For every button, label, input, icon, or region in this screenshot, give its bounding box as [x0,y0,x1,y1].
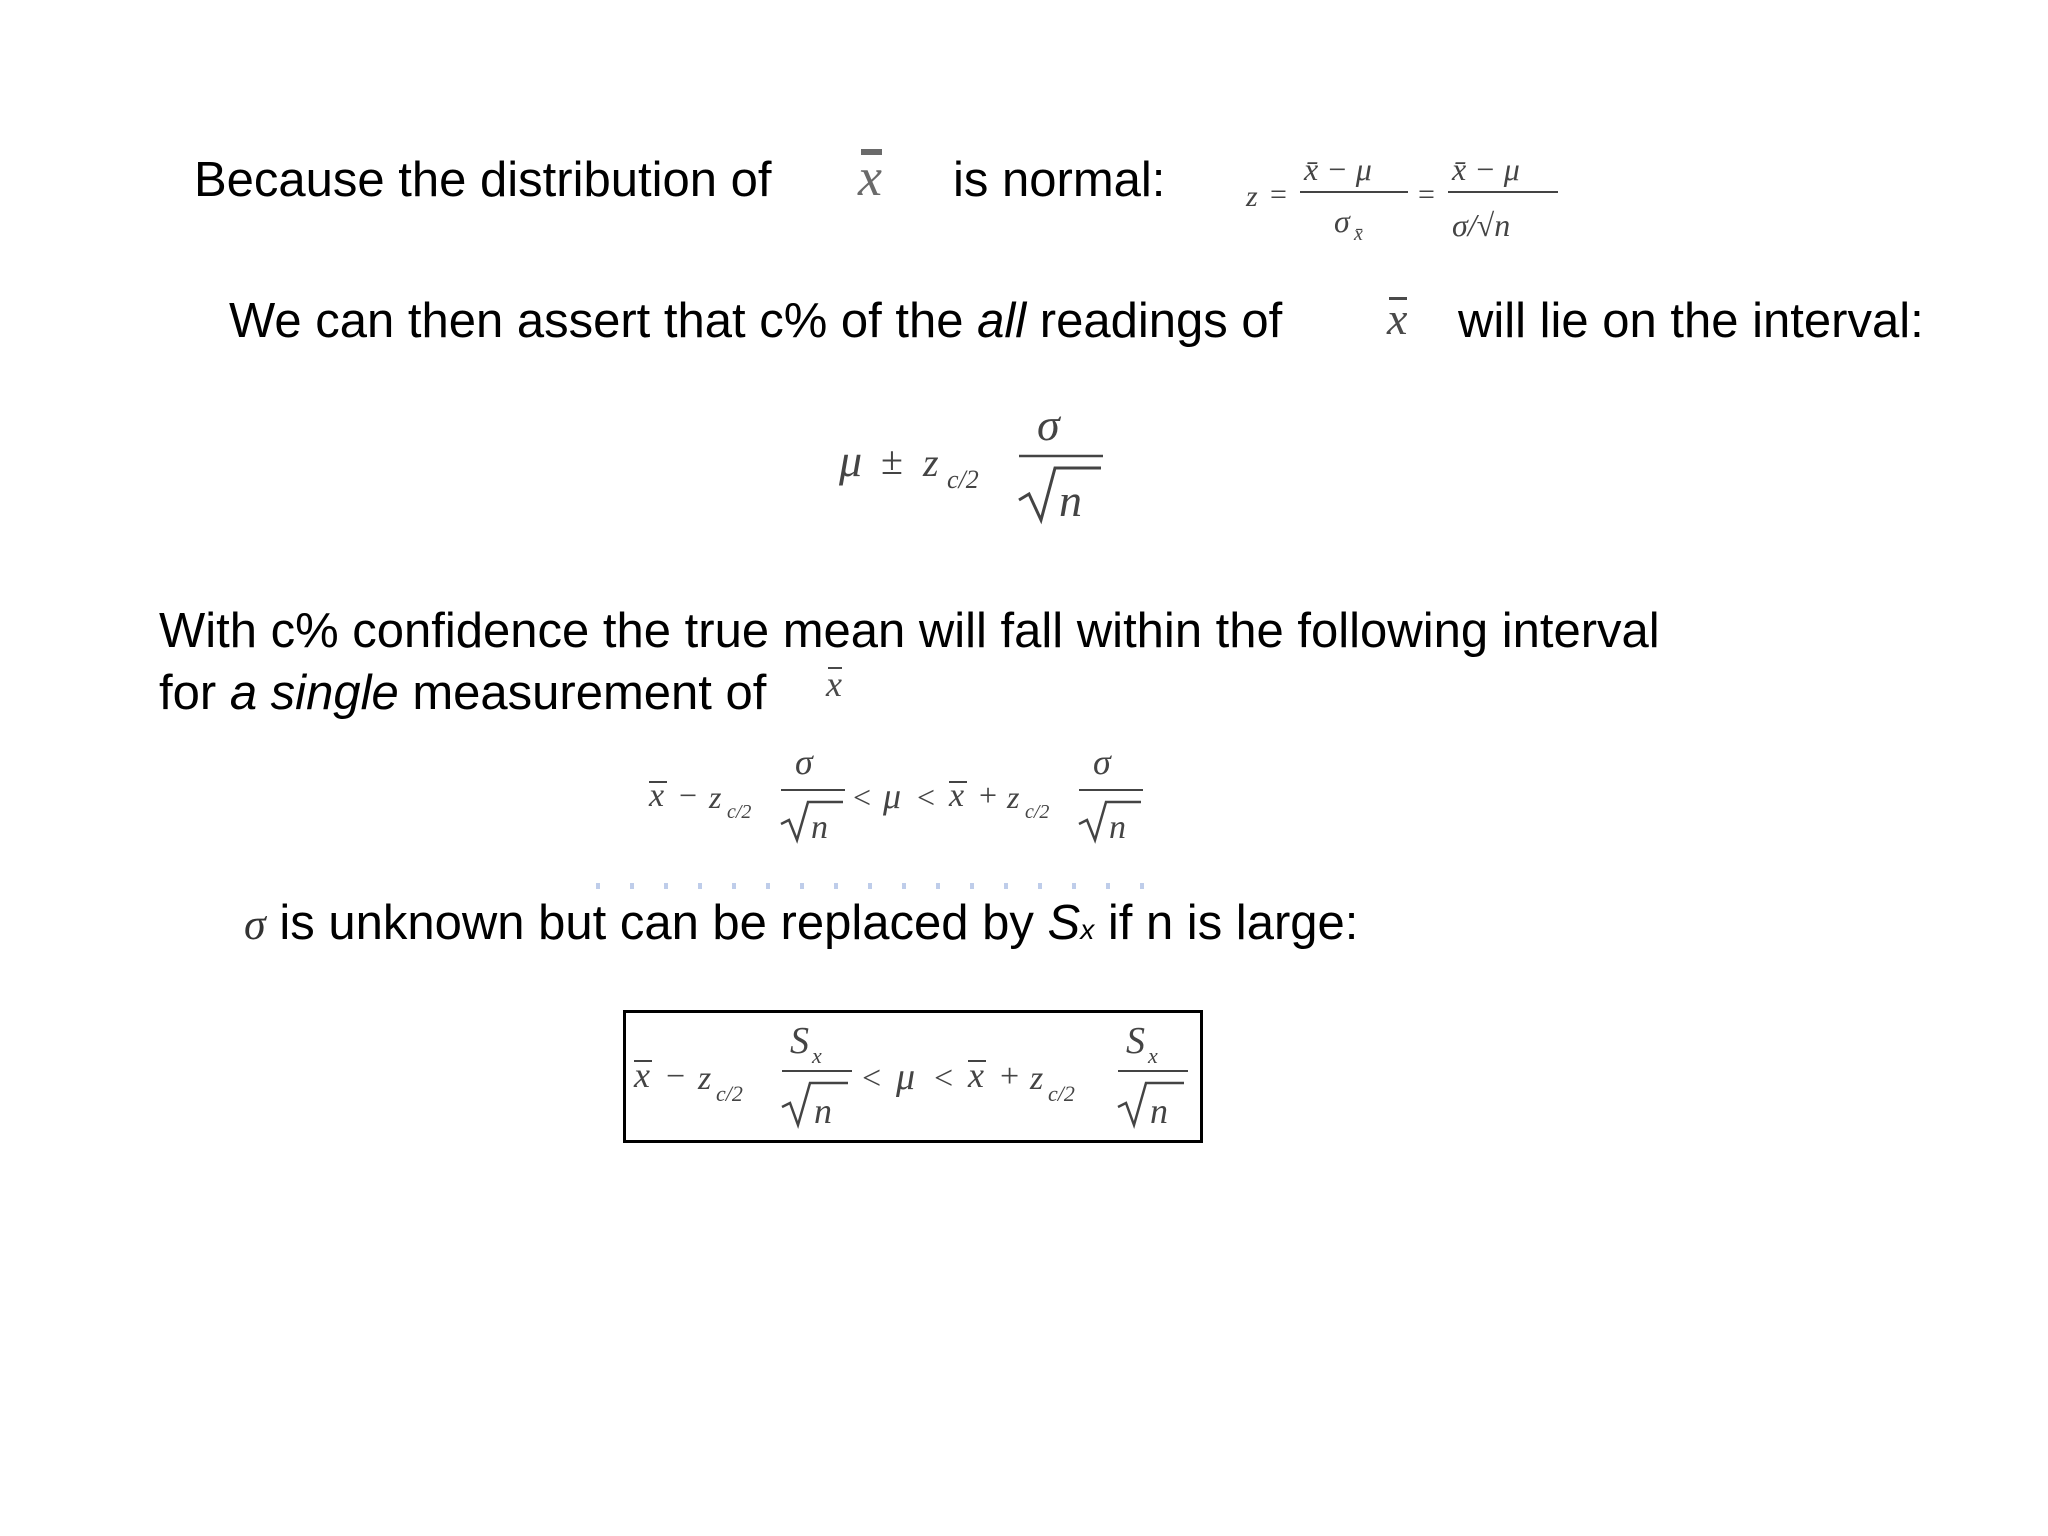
numerator-2: x̄ − μ [1452,151,1520,187]
confidence-statement-line1 [159,604,1660,658]
z-symbol: z [1246,180,1258,213]
z-right: z [1007,779,1020,815]
sample-std-subscript: x [1080,914,1095,945]
confidence-text-emphasis: a single [229,666,399,720]
mu-symbol: μ [839,435,863,486]
confidence-interval-svg [645,746,1145,856]
S-right: S [1126,1020,1145,1062]
assert-text-after-span: will lie on the interval: [1458,294,1924,348]
S-right-subscript: x [1148,1043,1158,1068]
xbar-symbol-heavy [858,147,882,207]
less-than-1: < [853,779,872,815]
statement-assert-interval [229,294,1283,348]
xbar-glyph-line2: x [1387,293,1408,344]
sigma-right: σ [1093,746,1111,782]
mu-symbol: μ [883,776,902,816]
plus-sign: + [1000,1058,1020,1095]
boxed-formula-svg [626,1013,1200,1140]
z-left: z [709,779,722,815]
n-right: n [1150,1091,1168,1131]
equals-sign: = [1270,178,1287,211]
xbar-symbol-line2 [1387,295,1407,342]
xbar-right: x [949,777,965,814]
xbar-glyph-p3: x [826,664,842,704]
plus-sign: + [979,777,998,813]
n-right: n [1109,809,1126,846]
n-left: n [814,1091,832,1131]
assert-text-middle: readings of [1039,294,1283,348]
plus-minus-sign: ± [881,438,903,483]
sigma-icon: σ [244,900,266,949]
n-left: n [811,809,828,846]
z-left-subscript: c/2 [716,1081,743,1106]
z-right-subscript: c/2 [1048,1081,1075,1106]
xbar-glyph: x [858,147,882,207]
numerator-sigma: σ [1037,399,1060,450]
S-left-subscript: x [812,1043,822,1068]
z-right: z [1030,1060,1044,1097]
z-left-subscript: c/2 [727,801,752,823]
is-normal-text: is normal: [953,153,1166,207]
sample-std-symbol: S [1047,896,1081,950]
less-than-1: < [862,1060,882,1097]
sigma-symbol: σ [1334,203,1350,239]
sigma-subscript: x̄ [1354,223,1363,245]
confidence-text-for: for [159,666,217,720]
less-than-2: < [917,779,936,815]
z-right-subscript: c/2 [1025,801,1050,823]
confidence-interval-formula [645,746,1145,856]
boxed-final-formula [623,1010,1203,1143]
numerator-1: x̄ − μ [1304,151,1372,187]
interval-svg [835,392,1115,532]
assert-text-emphasis: all [977,294,1027,348]
sigma-unknown-text: is unknown but can be replaced by [279,896,1034,950]
statement-text-before: Because the distribution of [194,153,772,207]
sigma-left: σ [795,746,813,782]
less-than-2: < [934,1060,954,1097]
denominator-n: n [1059,475,1082,526]
if-n-large-text: if n is large: [1107,896,1359,950]
interval-formula [835,392,1115,532]
z-subscript: c/2 [947,465,979,494]
denominator-2: σ/√n [1452,207,1511,243]
statement-distribution-normal [194,153,772,207]
statement-text-after [953,153,1166,207]
minus-sign: − [666,1058,686,1095]
z-left: z [698,1060,712,1097]
mu-symbol: μ [896,1056,916,1098]
xbar-left: x [634,1055,650,1095]
S-left: S [790,1020,809,1062]
minus-sign: − [679,777,698,813]
confidence-statement-line2 [159,666,767,720]
xbar-right: x [968,1055,984,1095]
scan-artifact-dots [596,883,1156,889]
sigma-unknown-statement [244,896,1359,950]
confidence-text-after: measurement of [412,666,767,720]
confidence-text-line1: With c% confidence the true mean will fall within the following interval [159,604,1660,658]
xbar-left: x [649,777,665,814]
equals-sign-2: = [1418,178,1435,211]
z-score-formula [1240,140,1570,250]
z-symbol: z [923,440,939,485]
z-score-svg [1240,140,1570,250]
xbar-symbol-paragraph3 [826,666,842,702]
assert-text-before: We can then assert that c% of the [229,294,964,348]
assert-text-after [1458,294,1924,348]
